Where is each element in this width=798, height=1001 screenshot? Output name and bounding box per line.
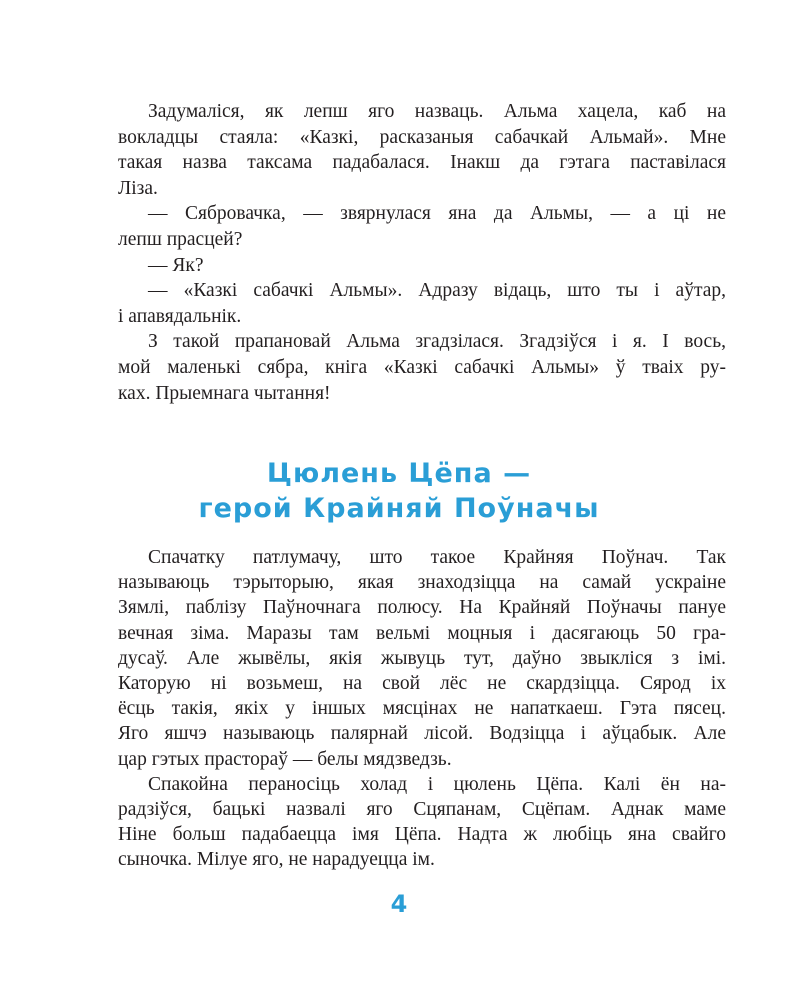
text-line: цар гэтых прастораў — белы мядзведзь. <box>118 748 452 770</box>
text-line: і апавядальнік. <box>118 305 242 327</box>
text-line: мой маленькі сябра, кніга «Казкі сабачкі Альмы» ў тваіх ру- <box>118 356 726 378</box>
text-line: Задумаліся, як лепш яго назваць. Альма хацела, каб на <box>148 101 726 122</box>
page-number: 4 <box>390 890 408 918</box>
text-line: — Сябровачка, — звярнулася яна да Альмы, — а ці не <box>148 203 726 225</box>
intro-text <box>118 99 726 406</box>
text-line: радзіўся, бацькі назвалі яго Сцяпанам, Сцёпам. Аднак маме <box>118 798 726 820</box>
text-line: Ніне больш падабаецца імя Цёпа. Надта ж любіць яна свайго <box>118 824 726 846</box>
chapter-title-line-1: Цюлень Цёпа — <box>266 458 532 489</box>
text-line: Спакойна пераносіць холад і цюлень Цёпа. Калі ён на- <box>148 773 726 795</box>
text-line: Ліза. <box>118 177 158 199</box>
text-line: сыночка. Мілуе яго, не нарадуецца ім. <box>118 849 435 871</box>
text-line: — Як? <box>148 254 204 276</box>
story-text <box>118 545 726 872</box>
text-line: ёсць такія, якіх у іншых мясцінах не напаткаеш. Гэта пясец. <box>118 698 726 720</box>
text-line: Яго яшчэ называюць палярнай лісой. Водзіцца і аўцабык. Але <box>118 723 726 745</box>
text-line: вечная зіма. Маразы там вельмі моцныя і дасягаюць 50 гра- <box>118 622 726 644</box>
text-line: Каторую ні возьмеш, на свой лёс не скардзіцца. Сярод іх <box>118 672 726 694</box>
text-line: называюць тэрыторыю, якая знаходзіцца на самай ускраіне <box>118 572 726 594</box>
text-line: лепш прасцей? <box>118 228 243 250</box>
text-line: такая назва таксама падабалася. Інакш да гэтага паставілася <box>118 152 726 174</box>
text-line: З такой прапановай Альма згадзілася. Згадзіўся і я. І вось, <box>148 331 726 353</box>
text-line: Спачатку патлумачу, што такое Крайняя Поўнач. Так <box>148 547 726 568</box>
text-line: ках. Прыемнага чытання! <box>118 382 331 404</box>
text-line: вокладцы стаяла: «Казкі, расказаныя сабачкай Альмай». Мне <box>118 126 726 148</box>
text-line: дусаў. Але жывёлы, якія жывуць тут, даўно звыкліся з імі. <box>118 647 726 669</box>
chapter-title-line-2: герой Крайняй Поўначы <box>198 493 600 524</box>
text-line: Зямлі, паблізу Паўночнага полюсу. На Крайняй Поўначы пануе <box>118 597 726 619</box>
text-line: — «Казкі сабачкі Альмы». Адразу відаць, што ты і аўтар, <box>148 280 726 302</box>
